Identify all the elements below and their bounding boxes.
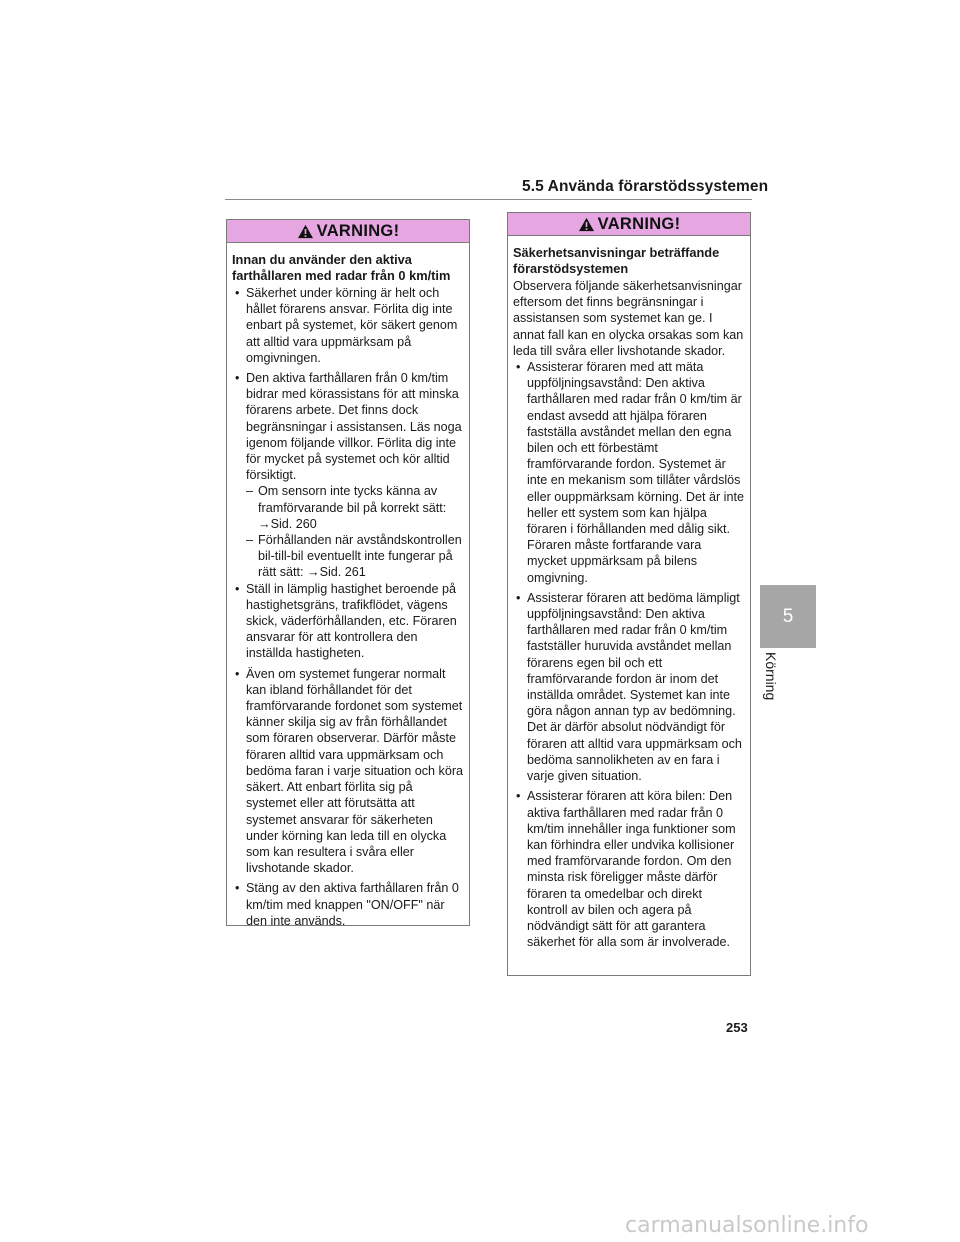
bullet-item: • Assisterar föraren med att mäta uppföljningsavstånd: Den aktiva farthållaren med radar från 0 km/tim är endast avsedd att hjälpa föraren fastställa avståndet mellan den egna bilen och ett förbestämt framförvarande fordon. Systemet är inte en mekanism som tillåter vårdslös eller ouppmärksam körning. Det är inte heller ett system som kan hjälpa föraren i förhållanden med dålig sikt. Föraren måste fortfarande vara mycket uppmärksam på bilens omgivning. [513,359,744,586]
bullet-item: • Ställ in lämplig hastighet beroende på hastighetsgräns, trafikflödet, vägens skick, väderförhållanden, etc. Föraren ansvarar för att kontrollera den inställda hastigheten. [232,581,463,662]
warning-title: VARNING! [597,214,681,233]
bullet-item: • Även om systemet fungerar normalt kan ibland förhållandet för det framförvarande fordonet som systemet känner skilja sig av från förhållandet som föraren observerar. Därför måste föraren alltid vara uppmärksam och bedöma faran i varje situation och köra säkert. Att enbart förlita sig på systemet eller att förutsätta att systemet ansvarar för säkerheten under körning kan leda till en olycka som kan resultera i svåra eller livshotande skador. [232,666,463,877]
warning-body [508,236,750,962]
chapter-tab [760,585,816,648]
bullet-item: • Säkerhet under körning är helt och hållet förarens ansvar. Förlita dig inte enbart på systemet, kör säkert genom att alltid vara uppmärksam på omgivningen. [232,285,463,366]
watermark: carmanualsonline.info [625,1213,869,1238]
warning-heading: Innan du använder den aktiva farthållaren med radar från 0 km/tim [232,252,451,283]
warning-box-right [507,212,751,976]
warning-header [227,220,469,243]
section-header: 5.5 Använda förarstödssystemen [522,178,769,195]
warning-header [508,213,750,236]
warning-box-left [226,219,470,926]
sub-list [246,483,463,580]
bullet-text: Den aktiva farthållaren från 0 km/tim bidrar med körassistans för att minska förarens arbete. Det finns dock begränsningar i assistansen. Läs noga igenom följande villkor. Förlita dig inte för mycket på systemet och kör alltid försiktigt. [246,371,462,483]
warning-triangle-icon [578,217,595,232]
warning-title: VARNING! [316,221,400,240]
bullet-item: • Stäng av den aktiva farthållaren från 0 km/tim med knappen "ON/OFF" när den inte används. [232,880,463,929]
header-divider [225,199,752,200]
bullet-item: • Assisterar föraren att bedöma lämpligt uppföljningsavstånd: Den aktiva farthållaren med radar från 0 km/tim fastställer huruvida avståndet mellan förarens egen bil och ett framförvarande fordon är inom det inställda området. Systemet kan inte göra någon annan typ av bedömning. Det är därför absolut nödvändigt för föraren att alltid vara uppmärksam och bedöma sannolikheten av en fara i varje given situation. [513,590,744,784]
warning-heading: Säkerhetsanvisningar beträffande förarstödsystemen [513,245,720,276]
chapter-number: 5 [782,605,794,627]
sub-item: – Förhållanden när avståndskontrollen bil-till-bil eventuellt inte fungerar på rätt sätt: →Sid. 261 [246,532,463,581]
page-number: 253 [726,1020,748,1035]
sub-item: – Om sensorn inte tycks känna av framförvarande bil på korrekt sätt: →Sid. 260 [246,483,463,532]
bullet-item: • Assisterar föraren att köra bilen: Den aktiva farthållaren med radar från 0 km/tim innehåller inga funktioner som kan förhindra eller undvika kollisioner med framförvarande fordon. Om den minsta risk föreligger måste därför föraren ta omedelbar och direkt kontroll av bilen och agera på nödvändigt sätt för att garantera säkerhet för alla som är involverade. [513,788,744,950]
warning-intro: Observera följande säkerhetsanvisningar eftersom det finns begränsningar i assistansen som systemet kan ge. I annat fall kan en olycka orsakas som kan leda till svåra eller livshotande skador. [513,279,744,358]
chapter-label: Körning [763,652,779,701]
warning-body [227,243,469,941]
bullet-item [232,370,463,581]
warning-triangle-icon [297,224,314,239]
bullet-list [513,359,744,950]
bullet-list [232,285,463,929]
